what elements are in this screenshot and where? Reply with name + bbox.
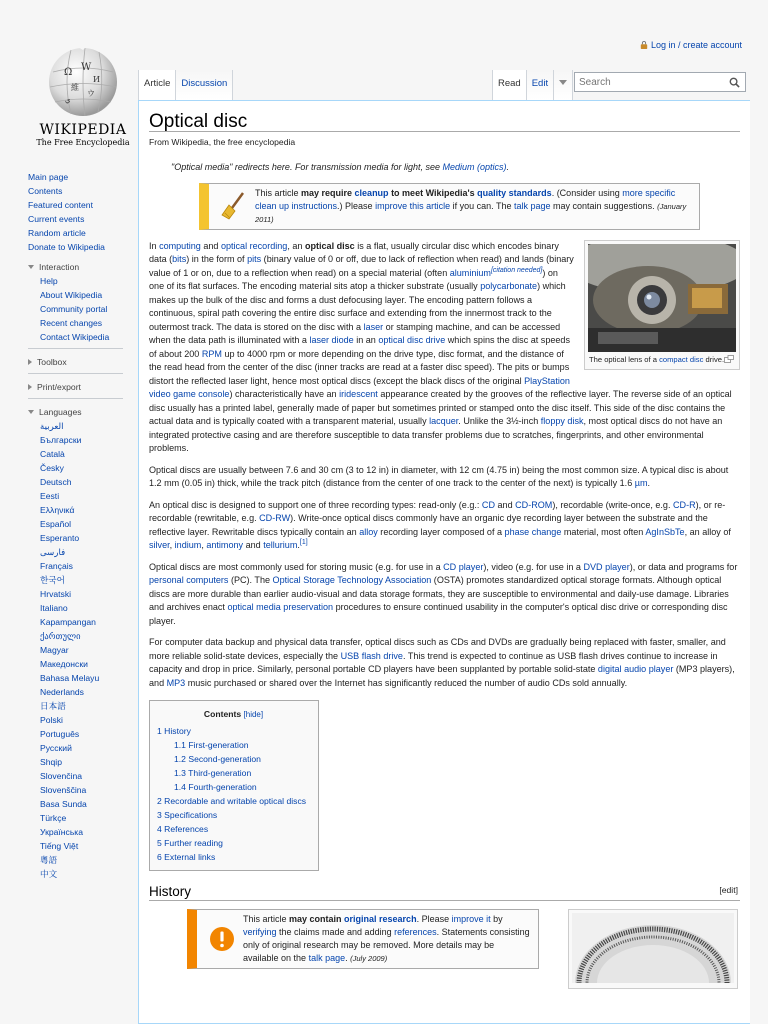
toc-item[interactable]: 1.4 Fourth-generation — [174, 782, 257, 792]
text: , — [201, 540, 207, 550]
or-text — [241, 913, 532, 965]
link-alloy[interactable]: alloy — [359, 526, 378, 537]
chevron-right-icon — [28, 384, 32, 390]
improve-article-link[interactable]: improve this article — [375, 200, 451, 211]
link-cd-rom[interactable]: CD-ROM — [515, 499, 553, 510]
cleanup-instructions-link[interactable]: more specific clean up instructions — [255, 187, 676, 211]
link-bits[interactable]: bits — [172, 254, 187, 264]
link-personal-computers[interactable]: personal computers — [149, 575, 229, 585]
toc-title-text: Contents — [203, 709, 242, 719]
language-link[interactable]: Eesti — [40, 491, 60, 501]
link-optical-recording[interactable]: optical recording — [220, 240, 288, 251]
cleanup-notice — [199, 183, 700, 230]
link-computing[interactable]: computing — [159, 240, 201, 251]
text: , an — [287, 240, 305, 251]
language-link[interactable]: العربية — [40, 421, 64, 431]
tab-article-label: Article — [144, 78, 171, 89]
text: drive. — [703, 354, 725, 364]
link-rpm[interactable]: RPM — [201, 348, 222, 359]
text: (PC). The — [228, 575, 273, 585]
search-input[interactable] — [575, 73, 725, 91]
link-usb-flash-drive[interactable]: USB flash drive — [340, 650, 403, 661]
tab-read[interactable] — [492, 70, 527, 100]
user-icon — [640, 41, 648, 49]
link-lacquer[interactable]: lacquer — [429, 416, 459, 426]
text: ), recordable (write-once, e.g. — [552, 499, 673, 510]
printexport-heading[interactable] — [28, 380, 138, 394]
link-aluminium[interactable]: aluminium — [449, 267, 491, 278]
sidebar-item-featured-content[interactable]: Featured content — [28, 200, 93, 210]
verifying-link[interactable]: verifying — [243, 926, 277, 937]
link-antimony[interactable]: antimony — [206, 540, 244, 550]
text: or stamping machine, and can be accessed when the data path is illuminated with a — [149, 321, 561, 345]
cleanup-text — [253, 187, 693, 226]
disc-image[interactable] — [572, 913, 734, 983]
text: (MP3 players), and — [149, 664, 735, 688]
language-link[interactable]: Hrvatski — [40, 589, 72, 599]
text: . — [297, 540, 300, 550]
link-dvd-player[interactable]: DVD player — [583, 561, 630, 572]
text: by — [490, 913, 503, 924]
language-link[interactable]: Magyar — [40, 645, 69, 655]
thumbnail — [584, 240, 740, 370]
citation-needed-link[interactable]: [citation needed] — [490, 266, 543, 274]
page-title: Optical disc — [149, 115, 740, 132]
toolbox-heading[interactable] — [28, 355, 138, 369]
link-osta[interactable]: Optical Storage Technology Association — [272, 575, 432, 585]
hatnote-text: "Optical media" redirects here. For transmission media for light, see — [171, 162, 443, 172]
toc-item[interactable]: 1.2 Second-generation — [174, 754, 261, 764]
language-link[interactable]: Русский — [40, 743, 72, 753]
section-heading-text: History — [149, 884, 192, 899]
magnify-icon[interactable] — [724, 355, 734, 363]
text: may contain suggestions. — [550, 200, 658, 211]
link-media-preservation[interactable]: optical media preservation — [227, 602, 334, 612]
chevron-down-icon — [559, 80, 567, 85]
original-research-link[interactable]: original research — [344, 913, 417, 924]
text: (OSTA) promotes standardized optical storage formats. Although optical discs are more durable than earlier audio-visual and data storage formats, they are susceptible to environmental and daily-use damage. Libraries and archives enact — [149, 575, 729, 612]
sidebar-item-donate[interactable]: Donate to Wikipedia — [28, 242, 105, 252]
bold-term: optical disc — [304, 240, 355, 251]
sidebar-item-current-events[interactable]: Current events — [28, 214, 85, 224]
text: music purchased or shared over the Internet has significantly reduced the number of audio CDs sold annually. — [185, 677, 628, 688]
navigation-portal — [28, 170, 138, 254]
text: if you can. The — [450, 200, 514, 211]
text: may require — [301, 187, 355, 198]
toc-item[interactable]: 1.1 First-generation — [174, 740, 249, 750]
paragraph-3 — [149, 499, 740, 553]
text: and — [495, 499, 516, 510]
text: Optical discs are most commonly used for storing music (e.g. for use in a — [149, 561, 444, 572]
sidebar — [28, 170, 138, 881]
text: (binary value of 0 or off, due to lack of reflection when read) and lands (binary value of 1 or on, due to a reflection when read) on a special material (often — [149, 254, 574, 278]
cleanup-link[interactable]: cleanup — [354, 187, 389, 198]
talk-page-link[interactable]: talk page — [308, 952, 346, 963]
toolbox-label: Toolbox — [37, 357, 67, 367]
notice-date: (January 2011) — [255, 201, 687, 224]
text: the claims made and adding — [276, 926, 395, 937]
toc-item[interactable]: 3 Specifications — [157, 810, 218, 820]
language-link[interactable]: Basa Sunda — [40, 799, 87, 809]
toc-item[interactable]: 6 External links — [157, 852, 216, 862]
tab-edit-label: Edit — [531, 78, 549, 89]
link-cd-rw[interactable]: CD-RW — [259, 513, 291, 523]
link-digital-audio-player[interactable]: digital audio player — [597, 664, 674, 674]
notice-date: (July 2009) — [350, 953, 388, 963]
language-link[interactable]: 中文 — [40, 869, 58, 879]
text: This article — [243, 913, 290, 924]
text: , — [169, 540, 175, 550]
search-box — [574, 72, 746, 92]
text: and — [200, 240, 221, 251]
text: up to 4000 rpm or more depending on the drive type, disc format, and the distance of the read head from the center of the disc (inner tracks are read at a faster disc speed). The pits or bumps distort the reflected laser light, hence most optical discs (except the black discs of the original — [149, 348, 570, 386]
hatnote-link[interactable]: Medium (optics) — [442, 162, 507, 172]
text: and — [243, 540, 264, 550]
toc-list — [157, 724, 310, 864]
login-link[interactable]: Log in / create account — [650, 40, 742, 50]
language-link[interactable]: Македонски — [40, 659, 88, 669]
interaction-heading[interactable] — [28, 260, 138, 274]
toc-item[interactable]: 1 History — [157, 726, 191, 736]
globe-icon — [43, 42, 123, 120]
language-link[interactable]: Česky — [40, 463, 64, 473]
tab-edit[interactable] — [527, 70, 554, 100]
sidebar-item-recent-changes[interactable]: Recent changes — [40, 318, 103, 328]
compact-disc-link[interactable]: compact disc — [659, 354, 704, 364]
paragraph-5 — [149, 636, 740, 690]
text: in an — [353, 335, 379, 345]
site-subtitle: From Wikipedia, the free encyclopedia — [149, 136, 296, 147]
original-research-notice — [187, 909, 539, 969]
text: ) on one of its flat surfaces. The encoding material sits atop a thicker substrate (usually — [149, 267, 558, 291]
text: . This trend is expected to continue as USB flash drives continue to increase in capacity and drop in price. Similarly, personal portable CD players have been supplanted by portable solid-state — [149, 650, 718, 674]
view-tabs — [492, 70, 573, 100]
sidebar-item-contact[interactable]: Contact Wikipedia — [40, 332, 110, 342]
chevron-right-icon — [28, 359, 32, 365]
link-phase-change[interactable]: phase change — [504, 526, 562, 537]
language-link[interactable]: Bahasa Melayu — [40, 673, 100, 683]
tab-article[interactable] — [138, 70, 176, 100]
language-link[interactable]: ქართული — [40, 631, 81, 641]
toc-hide-link[interactable]: [hide] — [243, 710, 264, 719]
text: , an alloy of — [684, 526, 731, 537]
text: recording layer composed of a — [377, 526, 505, 537]
quality-standards-link[interactable]: quality standards — [477, 187, 552, 198]
language-link[interactable]: Esperanto — [40, 533, 80, 543]
link-pits[interactable]: pits — [247, 254, 262, 264]
link-indium[interactable]: indium — [174, 540, 202, 550]
sidebar-item-about[interactable]: About Wikipedia — [40, 290, 103, 300]
link-laser-diode[interactable]: laser diode — [309, 335, 354, 345]
search-icon[interactable] — [729, 77, 740, 88]
history-row — [149, 909, 740, 989]
text: ). Write-once optical discs commonly have an organic dye recording layer between the substrate and the reflective layer. Rewritable discs typically contain an — [149, 513, 708, 537]
or-box-wrap — [149, 909, 539, 989]
text: ) in the form of — [186, 254, 248, 264]
language-link[interactable]: Deutsch — [40, 477, 72, 487]
text: ), video (e.g. for use in a — [483, 561, 584, 572]
namespace-tabs — [138, 70, 233, 100]
text: . Unlike the 3½-inch — [458, 416, 541, 426]
chevron-down-icon — [28, 410, 34, 414]
text: In — [149, 240, 160, 251]
link-micrometre[interactable]: µm — [634, 478, 648, 488]
article-content — [138, 100, 750, 1024]
language-link[interactable]: Türkçe — [40, 813, 67, 823]
link-silver[interactable]: silver — [149, 540, 170, 550]
sidebar-item-help[interactable]: Help — [40, 276, 58, 286]
toc-item[interactable]: 1.3 Third-generation — [174, 768, 252, 778]
section-heading-history — [149, 885, 740, 901]
language-link[interactable]: Català — [40, 449, 65, 459]
language-link[interactable]: 粵語 — [40, 855, 58, 865]
language-link[interactable]: Tiếng Việt — [40, 841, 79, 851]
wordmark: WIKIPEDIA — [39, 122, 127, 138]
svg-text:И: И — [93, 75, 100, 84]
tab-discussion[interactable] — [176, 70, 233, 100]
language-link[interactable]: Polski — [40, 715, 63, 725]
text: . — [345, 952, 351, 963]
link-playstation[interactable]: PlayStation video game console — [149, 375, 570, 399]
warning-icon — [203, 913, 241, 965]
sidebar-item-random-article[interactable]: Random article — [28, 228, 86, 238]
text: is a flat, usually circular disc which encodes binary data ( — [149, 240, 559, 264]
text: ) characteristically have an — [229, 389, 340, 399]
paragraph-4 — [149, 561, 740, 629]
text: ), or data and programs for — [629, 561, 738, 572]
hatnote — [149, 161, 740, 175]
link-laser[interactable]: laser — [363, 321, 384, 332]
broom-icon — [215, 187, 253, 226]
personal-tools — [640, 40, 742, 50]
link-iridescent[interactable]: iridescent — [339, 389, 378, 399]
language-link[interactable]: 日本語 — [40, 701, 66, 711]
svg-text:ウ: ウ — [87, 89, 95, 98]
link-tellurium[interactable]: tellurium — [263, 540, 298, 550]
language-link[interactable]: Español — [40, 519, 72, 529]
history-thumbnail — [568, 909, 738, 989]
link-mp3[interactable]: MP3 — [166, 677, 186, 688]
actions-menu[interactable] — [554, 70, 573, 100]
chevron-down-icon — [28, 265, 34, 269]
text: . — [647, 478, 651, 488]
language-link[interactable]: Shqip — [40, 757, 62, 767]
languages-heading[interactable] — [28, 405, 138, 419]
text: . Statements consisting only of original research may be removed. More details may be available on the — [243, 926, 530, 963]
sidebar-item-community-portal[interactable]: Community portal — [40, 304, 108, 314]
languages-portal — [28, 419, 138, 881]
interaction-portal — [28, 274, 138, 344]
tagline: The Free Encyclopedia — [36, 138, 130, 147]
table-of-contents — [149, 700, 319, 871]
text: . (Consider using — [551, 187, 623, 198]
text: appearance created by the grooves of the reflective layer. The reverse side of an optical disc usually has a printed label, generally made of paper but sometimes printed or stamped onto the disc itself. This side of the disc contains the actual data and is typically coated with a transparent material, usually — [149, 389, 732, 426]
divider — [28, 373, 123, 374]
text: to meet Wikipedia's — [388, 187, 478, 198]
text: Optical discs are usually between 7.6 and 30 cm (3 to 12 in) in diameter, with 12 cm (4.75 in) being the most common size. A typical disc is about 1.2 mm (0.05 in) thick, while the track pitch (distance from the center of one track to the center of the next) is typically 1.6 — [149, 464, 729, 488]
link-floppy-disk[interactable]: floppy disk — [540, 416, 584, 426]
hatnote-text-end: . — [506, 162, 510, 172]
text: may contain — [289, 913, 345, 924]
sidebar-item-main-page[interactable]: Main page — [28, 172, 69, 182]
language-link[interactable]: Slovenščina — [40, 785, 87, 795]
language-link[interactable]: Nederlands — [40, 687, 84, 697]
text: ) which makes up the bulk of the disc and forms a dust defocusing layer. The encoding pattern follows a continuous, spiral path covering the entire disc surface and extending from the innermost track to the outermost track. The data is stored on the disc with a — [149, 281, 566, 332]
divider — [28, 398, 123, 399]
text: ), or re-recordable (rewritable, e.g. — [149, 499, 726, 523]
language-link[interactable]: Українська — [40, 827, 84, 837]
text: .) Please — [337, 200, 376, 211]
tab-read-label: Read — [498, 78, 521, 89]
language-link[interactable]: فارسی — [40, 547, 66, 557]
sidebar-item-contents[interactable]: Contents — [28, 186, 63, 196]
language-link[interactable]: Italiano — [40, 603, 68, 613]
language-link[interactable]: Български — [40, 435, 82, 445]
text: This article — [255, 187, 302, 198]
optical-lens-image[interactable] — [588, 244, 736, 352]
link-optical-disc-drive[interactable]: optical disc drive — [378, 335, 446, 345]
edit-section-link[interactable]: [edit] — [719, 885, 738, 895]
language-link[interactable]: Português — [40, 729, 80, 739]
text: The optical lens of a — [589, 354, 660, 364]
paragraph-2 — [149, 464, 740, 491]
svg-text:ي: ي — [65, 96, 71, 104]
language-link[interactable]: Slovenčina — [40, 771, 83, 781]
talk-page-link[interactable]: talk page — [513, 200, 551, 211]
references-link[interactable]: references — [394, 926, 437, 937]
wikipedia-logo[interactable] — [28, 42, 138, 162]
tab-discussion-label: Discussion — [181, 78, 228, 89]
language-link[interactable]: Français — [40, 561, 73, 571]
link-polycarbonate[interactable]: polycarbonate — [480, 281, 538, 291]
language-link[interactable]: Kapampangan — [40, 617, 96, 627]
text: . Please — [416, 913, 452, 924]
text: For computer data backup and physical data transfer, optical discs such as CDs and DVDs are gradually being replaced with faster, smaller, and more reliable solid-state devices, especially the — [149, 637, 726, 661]
toc-title — [157, 707, 310, 722]
text: material, most often — [561, 526, 646, 537]
divider — [28, 348, 123, 349]
toc-item[interactable]: 5 Further reading — [157, 838, 223, 848]
interaction-label: Interaction — [39, 262, 80, 272]
toc-item[interactable]: 4 References — [157, 824, 209, 834]
text: procedures to ensure continued usability in the computer's optical disc drive or corresponding disc player. — [149, 602, 728, 626]
text: which spins the disc at speeds of about 200 — [149, 335, 570, 359]
text: An optical disc is designed to support one of three recording types: read-only (e.g.: — [149, 499, 482, 510]
language-link[interactable]: 한국어 — [40, 575, 65, 585]
reference-link[interactable]: [1] — [299, 538, 308, 546]
svg-text:維: 維 — [71, 83, 79, 92]
languages-label: Languages — [39, 407, 82, 417]
language-link[interactable]: Ελληνικά — [40, 505, 75, 515]
improve-it-link[interactable]: improve it — [451, 913, 491, 924]
link-cd[interactable]: CD — [481, 499, 495, 510]
link-cd-player[interactable]: CD player — [443, 561, 484, 572]
link-aginsbte[interactable]: AgInSbTe — [645, 526, 685, 537]
toc-item[interactable]: 2 Recordable and writable optical discs — [157, 796, 307, 806]
svg-text:W: W — [81, 62, 92, 73]
printexport-label: Print/export — [37, 382, 81, 392]
svg-text:Ω: Ω — [64, 67, 73, 78]
text: , most optical discs do not have an integrated protective casing and are therefore susceptible to data transfer problems due to scratches, fingerprints, and other environmental problems. — [149, 416, 723, 453]
link-cd-r[interactable]: CD-R — [673, 499, 696, 510]
thumbnail-caption — [588, 352, 736, 366]
